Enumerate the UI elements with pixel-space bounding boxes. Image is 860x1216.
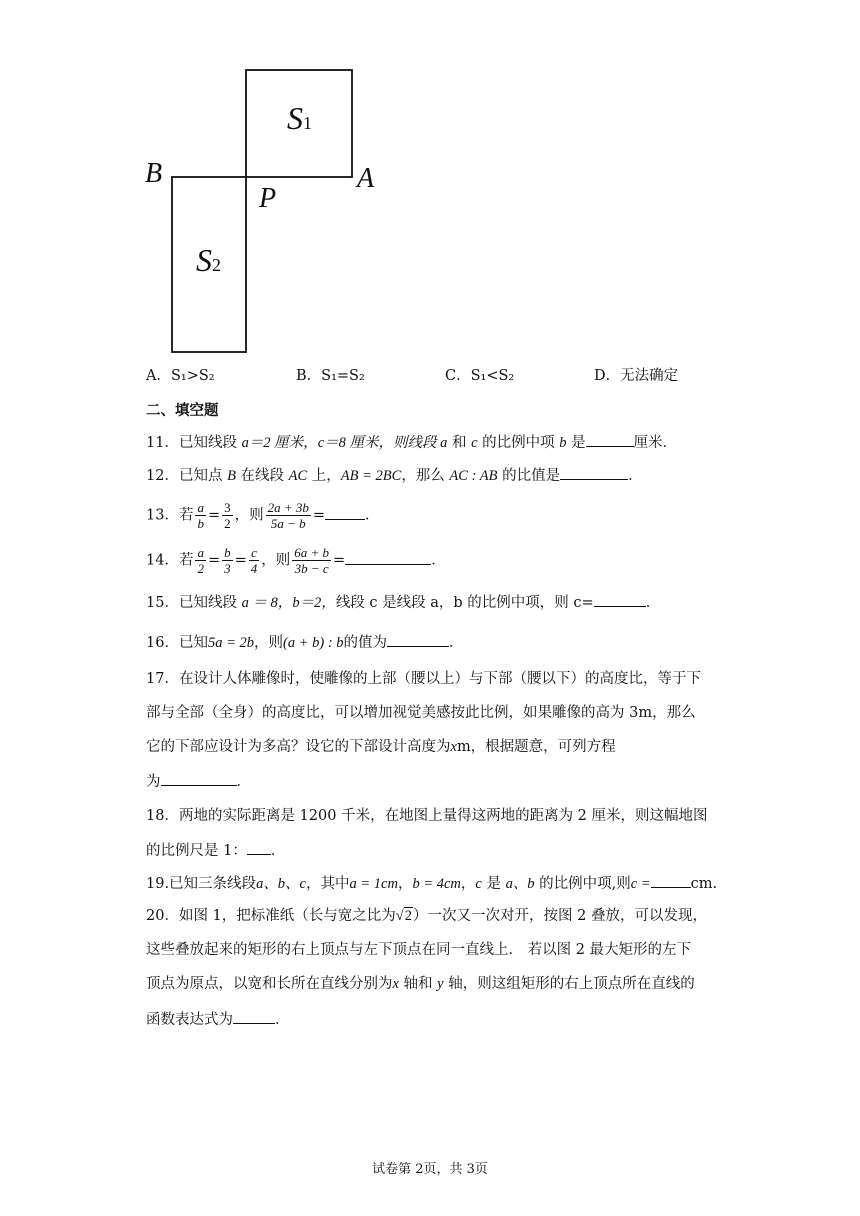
answer-blank[interactable] — [594, 592, 646, 607]
option-d: D．无法确定 — [594, 368, 679, 384]
option-a: A．S₁>S₂ — [146, 368, 215, 384]
sqrt-symbol: √2 — [395, 908, 413, 924]
question-11: 11．已知线段 a＝2 厘米，c＝8 厘米，则线段 a 和 c 的比例中项 b 是 厘米． — [146, 432, 677, 453]
question-17-line-2: 部与全部（全身）的高度比，可以增加视觉美感按此比例，如果雕像的高为 3m，那么 — [146, 705, 696, 721]
answer-blank[interactable] — [586, 432, 634, 447]
section-title: 二、填空题 — [146, 403, 219, 419]
label-a: A — [357, 163, 375, 194]
answer-blank[interactable] — [247, 840, 271, 855]
label-b: B — [145, 158, 163, 189]
page-footer: 试卷第 2页，共 3页 — [372, 1162, 488, 1177]
answer-blank[interactable] — [233, 1009, 275, 1024]
question-20-line-1: 20．如图 1，把标准纸（长与宽之比为√2）一次又一次对开，按图 2 叠放，可以发现， — [146, 908, 707, 924]
label-p: P — [259, 183, 277, 214]
answer-blank[interactable] — [560, 465, 628, 480]
label-s1: S1 — [287, 100, 312, 136]
question-16: 16．已知5a = 2b，则(a + b) : b的值为 ． — [146, 632, 464, 653]
question-17-line-3: 它的下部应设计为多高？设它的下部设计高度为xm，根据题意，可列方程 — [146, 739, 616, 755]
answer-blank[interactable] — [651, 873, 691, 888]
question-19: 19.已知三条线段a、b、c，其中a = 1cm，b = 4cm，c 是 a、b 的比例中项,则c = cm. — [146, 873, 717, 894]
question-18-line-1: 18．两地的实际距离是 1200 千米，在地图上量得这两地的距离为 2 厘米，则这幅地图 — [146, 808, 708, 824]
answer-blank[interactable] — [345, 550, 431, 565]
question-18-line-2: 的比例尺是 1： ． — [146, 840, 285, 861]
option-b: B．S₁=S₂ — [296, 368, 365, 384]
answer-blank[interactable] — [161, 771, 237, 786]
question-13: 13．若 $\frac{a}{b}$ = $\frac{3}{2}$ ，则 $\frac{2a + 3b}{5a - b}$ = ． — [146, 500, 380, 531]
option-c: C．S₁<S₂ — [445, 368, 515, 384]
answer-blank[interactable] — [387, 632, 449, 647]
question-14: 14．若 $\frac{a}{2}$ = $\frac{b}{3}$ = $\frac{c}{4}$ ，则 $\frac{6a + b}{3b - c}$ = ． — [146, 545, 446, 576]
answer-blank[interactable] — [325, 505, 365, 520]
question-12: 12．已知点 B 在线段 AC 上，AB = 2BC，那么 AC : AB 的比值是 ． — [146, 465, 643, 486]
question-20-line-3: 顶点为原点，以宽和长所在直线分别为x 轴和 y 轴，则这组矩形的右上顶点所在直线的 — [146, 976, 695, 992]
question-17-line-4: 为 ． — [146, 771, 251, 792]
question-15: 15．已知线段 a ＝ 8，b＝2，线段 c 是线段 a，b 的比例中项，则 c= ． — [146, 592, 660, 613]
question-17-line-1: 17．在设计人体雕像时，使雕像的上部（腰以上）与下部（腰以下）的高度比，等于下 — [146, 671, 701, 687]
label-s2: S2 — [196, 242, 221, 278]
question-20-line-2: 这些叠放起来的矩形的右上顶点与左下顶点在同一直线上． 若以图 2 最大矩形的左下 — [146, 942, 692, 958]
question-20-line-4: 函数表达式为 ． — [146, 1009, 290, 1030]
